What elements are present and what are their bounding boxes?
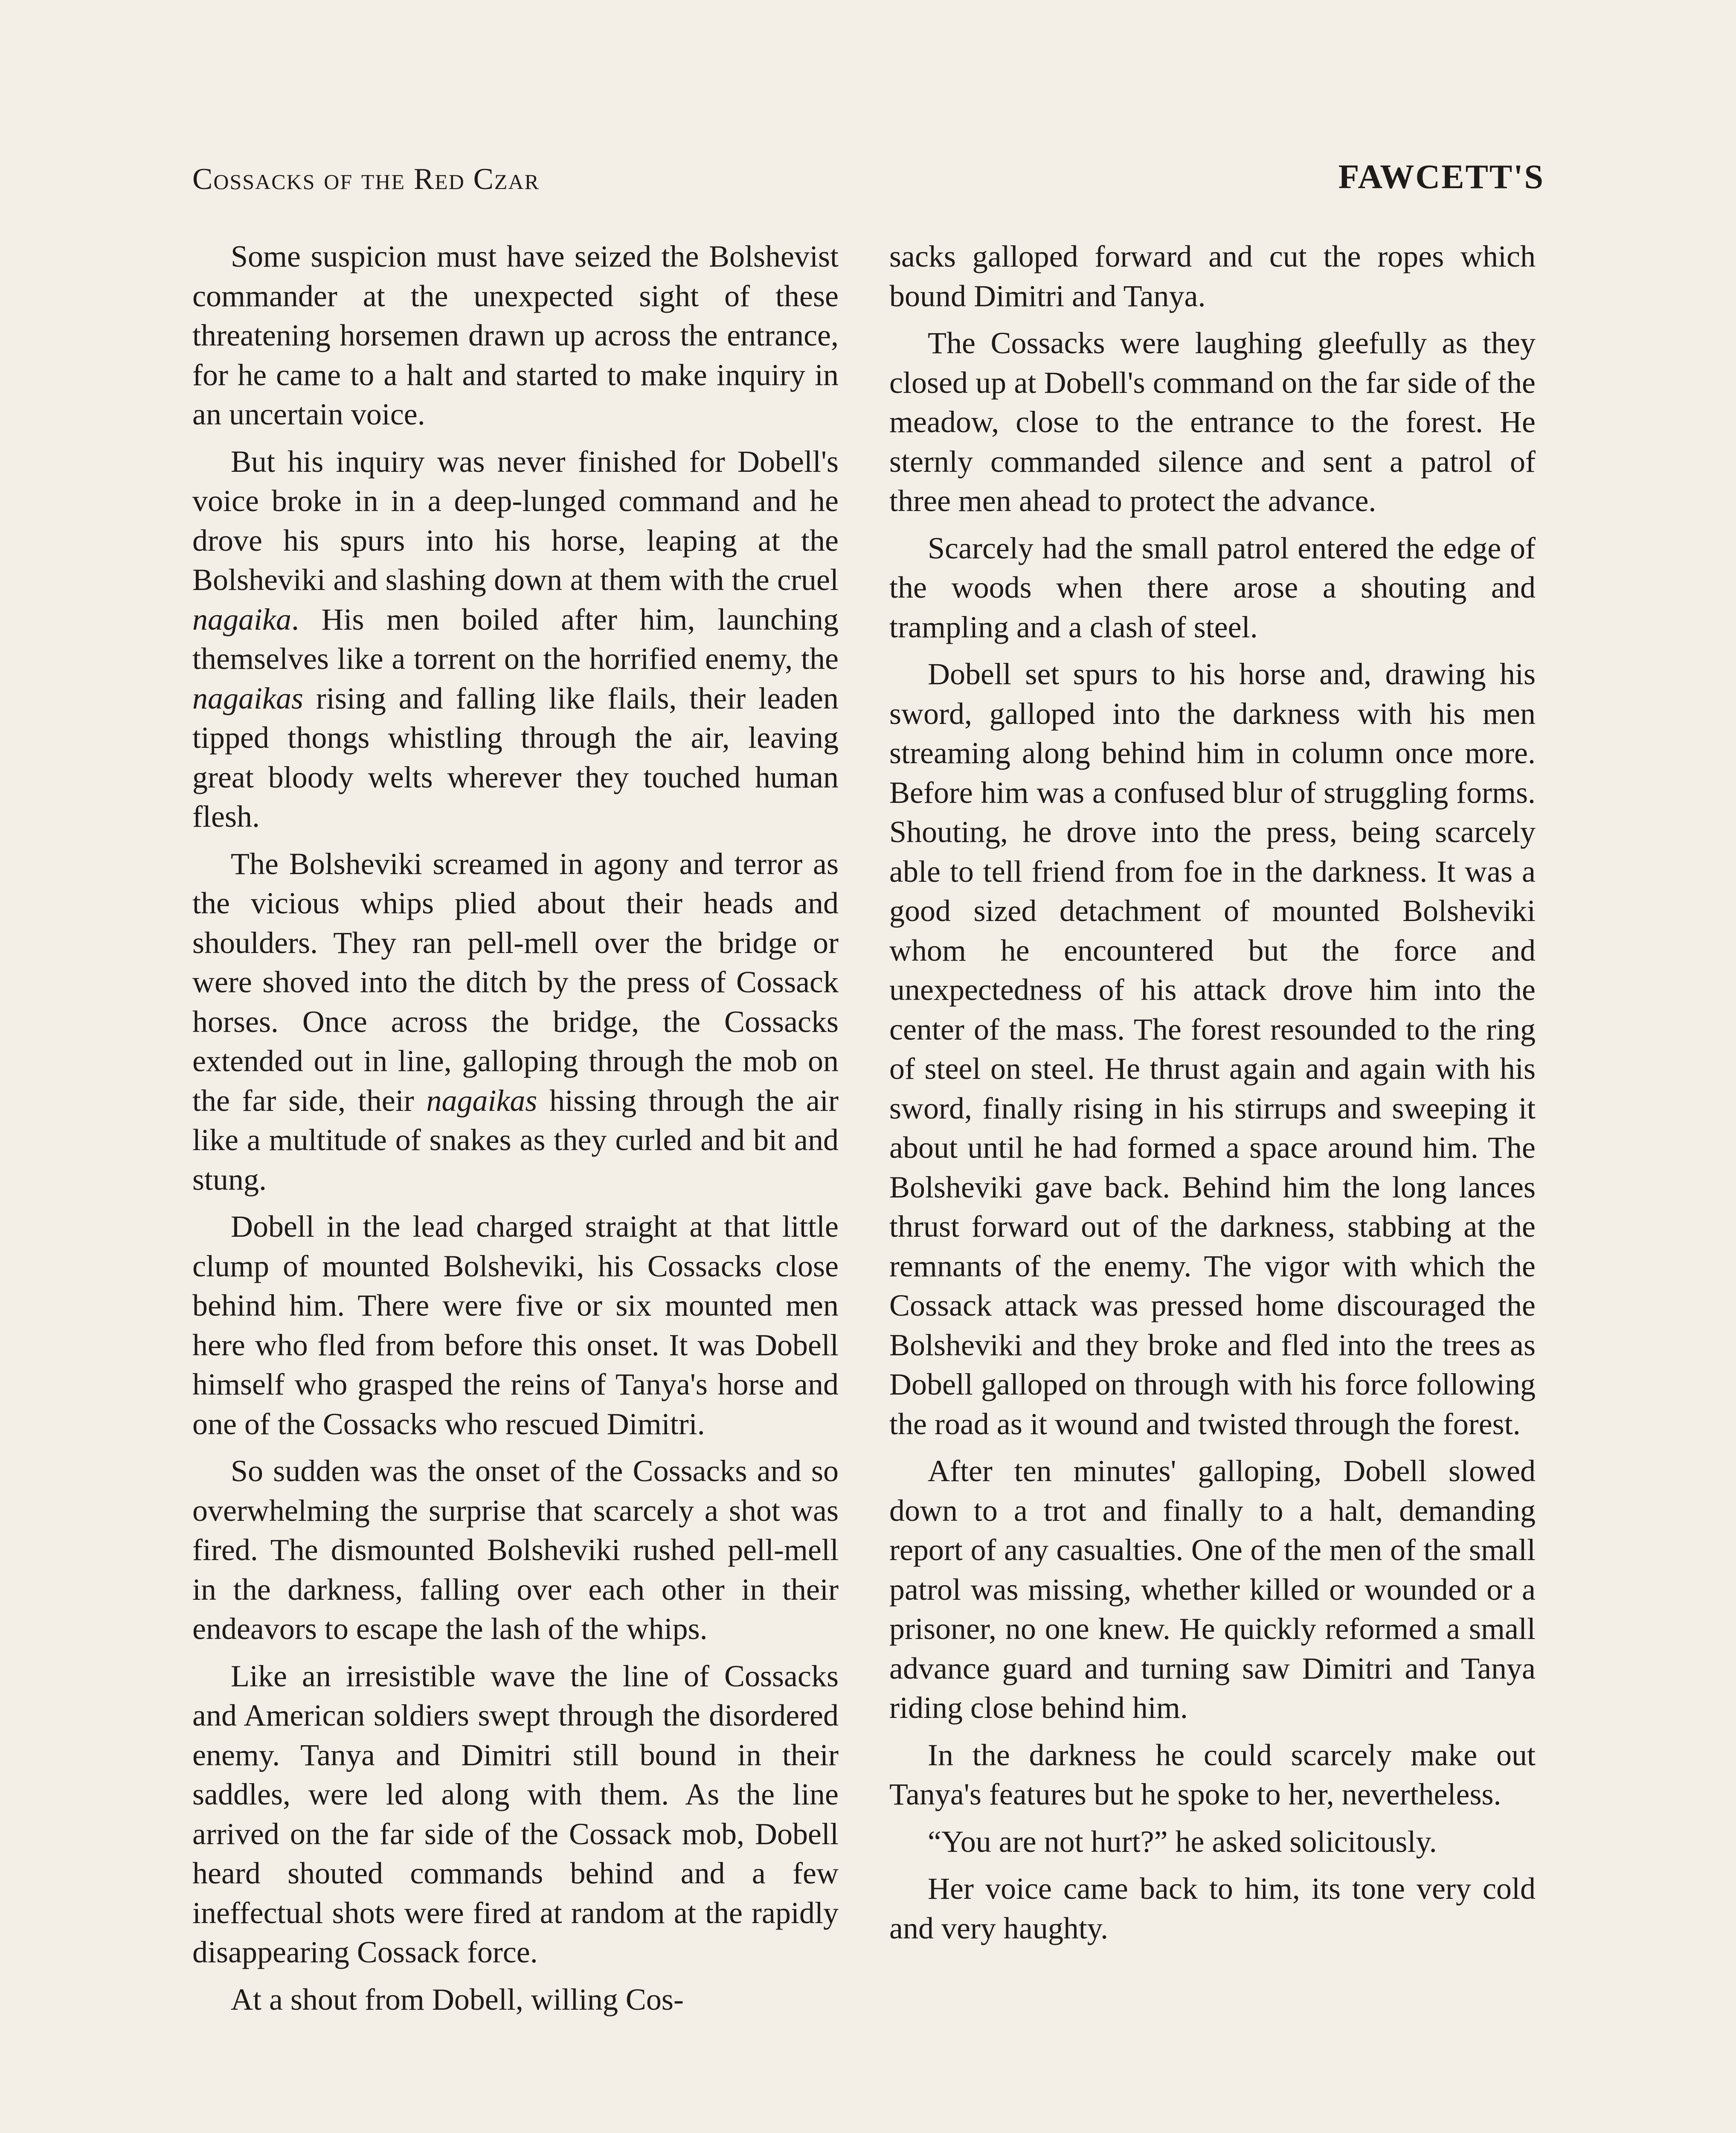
left-text-column (192, 237, 839, 2027)
paragraph: Some suspicion must have seized the Bolshevist commander at the unexpected sight of these threatening horsemen drawn up across the entrance, for he came to a halt and started to make inquiry in an uncertain voice. (192, 239, 839, 431)
italic-term: nagaikas (192, 681, 303, 715)
paragraph: Her voice came back to him, its tone very cold and very haughty. (889, 1871, 1536, 1945)
paragraph: “You are not hurt?” he asked solicitously. (928, 1824, 1437, 1859)
right-text-column (889, 237, 1536, 1956)
italic-term: nagaika (192, 602, 291, 636)
running-head-title: Cossacks of the Red Czar (192, 163, 540, 196)
paragraph: The Cossacks were laughing gleefully as they closed up at Dobell's command on the far side of the meadow, close to the entrance to the forest. He sternly commanded silence and sent a patrol of three men ahead to protect the advance. (889, 326, 1536, 518)
paragraph: The Bolsheviki screamed in agony and terror as the vicious whips plied about their heads and shoulders. They ran pell-mell over the bridge or were shoved into the ditch by the press of Cossack horses. Once across the bridge, the Cossacks extended out in line, galloping through the mob on the far side, their nagaikas hissing through the air like a multitude of snakes as they curled and bit and stung. (192, 846, 839, 1197)
paragraph: But his inquiry was never finished for Dobell's voice broke in in a deep-lunged command and he drove his spurs into his horse, leaping at the Bolsheviki and slashing down at them with the cruel nagaika. His men boiled after him, launching themselves like a torrent on the horrified enemy, the nagaikas rising and falling like flails, their leaden tipped thongs whistling through the air, leaving great bloody welts wherever they touched human flesh. (192, 444, 839, 834)
italic-term: nagaikas (426, 1083, 537, 1118)
paragraph: Scarcely had the small patrol entered the edge of the woods when there arose a shouting and trampling and a clash of steel. (889, 531, 1536, 644)
magazine-masthead: FAWCETT'S (1338, 158, 1544, 196)
paragraph: Like an irresistible wave the line of Cossacks and American soldiers swept through the disordered enemy. Tanya and Dimitri still bound in their saddles, were led along with them. As the line arrived on the far side of the Cossack mob, Dobell heard shouted commands behind and a few ineffectual shots were fired at random at the rapidly disappearing Cossack force. (192, 1659, 839, 1969)
paragraph: At a shout from Dobell, willing Cos- (231, 1982, 684, 2017)
paragraph: After ten minutes' galloping, Dobell slowed down to a trot and finally to a halt, demanding report of any casualties. One of the men of the small patrol was missing, whether killed or wounded or a prisoner, no one knew. He quickly reformed a small advance guard and turning saw Dimitri and Tanya riding close behind him. (889, 1454, 1536, 1725)
paragraph: So sudden was the onset of the Cossacks and so overwhelming the surprise that scarcely a shot was fired. The dismounted Bolsheviki rushed pell-mell in the darkness, falling over each other in their endeavors to escape the lash of the whips. (192, 1454, 839, 1646)
paragraph: Dobell in the lead charged straight at that little clump of mounted Bolsheviki, his Cossacks close behind him. There were five or six mounted men here who fled from before this onset. It was Dobell himself who grasped the reins of Tanya's horse and one of the Cossacks who rescued Dimitri. (192, 1209, 839, 1441)
paragraph-continued: sacks galloped forward and cut the ropes which bound Dimitri and Tanya. (889, 239, 1536, 313)
paragraph: In the darkness he could scarcely make out Tanya's features but he spoke to her, nevertheless. (889, 1738, 1536, 1811)
paragraph: Dobell set spurs to his horse and, drawing his sword, galloped into the darkness with his men streaming along behind him in column once more. Before him was a confused blur of struggling forms. Shouting, he drove into the press, being scarcely able to tell friend from foe in the darkness. It was a good sized detachment of mounted Bolsheviki whom he encountered but the force and unexpectedness of his attack drove him into the center of the mass. The forest resounded to the ring of steel on steel. He thrust again and again with his sword, finally rising in his stirrups and sweeping it about until he had formed a space around him. The Bolsheviki gave back. Behind him the long lances thrust forward out of the darkness, stabbing at the remnants of the enemy. The vigor with which the Cossack attack was pressed home discouraged the Bolsheviki and they broke and fled into the trees as Dobell galloped on through with his force following the road as it wound and twisted through the forest. (889, 657, 1536, 1441)
page-header (192, 154, 1544, 205)
